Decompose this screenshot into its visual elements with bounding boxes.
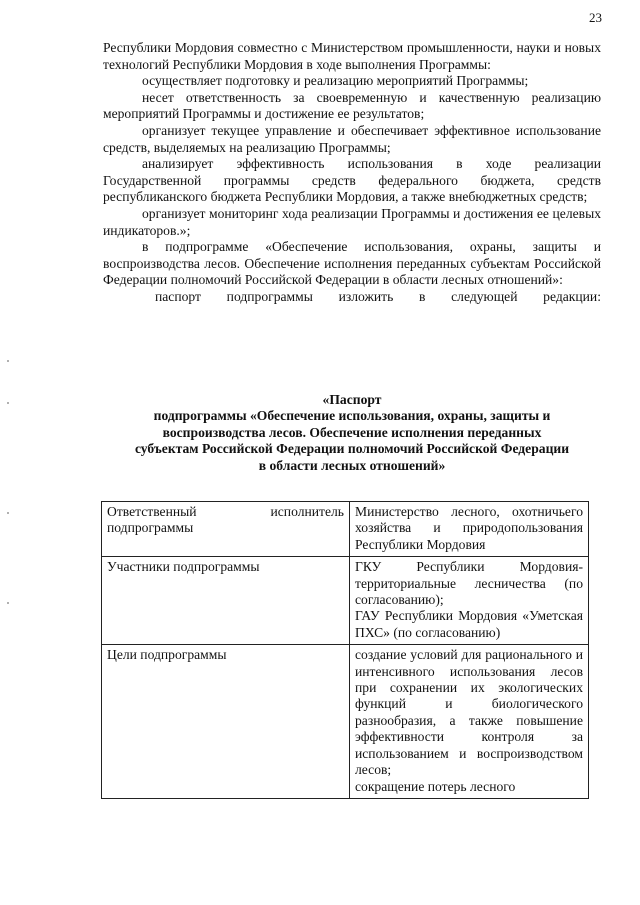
- scan-mark: [7, 512, 9, 514]
- scan-mark: [7, 360, 9, 362]
- row-label: Участники подпрограммы: [107, 559, 260, 575]
- paragraph-8: паспорт подпрограммы изложить в следующей редакции:: [155, 288, 601, 304]
- paragraph-5: анализирует эффективность использования в ходе реализации Государственной программы средств федерального бюджета, средств республиканского бюджета Республики Мордовия, а также внебюджетных средств;: [103, 156, 601, 205]
- table-cell-label: [102, 502, 350, 557]
- table-cell-label: [102, 645, 350, 799]
- paragraph-4: организует текущее управление и обеспечивает эффективное использование средств, выделяемых на реализацию Программы;: [103, 122, 601, 155]
- row-value: создание условий для рационального и интенсивного использования лесов при сохранении их экологических функций и биологического разнообразия, а также повышение эффективности контроля за использованием и воспроизводством лесов;: [355, 647, 583, 778]
- table-row: [102, 645, 589, 799]
- row-label: Ответственный исполнитель подпрограммы: [107, 504, 344, 536]
- scan-mark: [7, 402, 9, 404]
- row-label: Цели подпрограммы: [107, 647, 227, 663]
- table-cell-value: [350, 502, 589, 557]
- scan-mark: [7, 602, 9, 604]
- page-number: 23: [589, 10, 602, 25]
- table-row: [102, 557, 589, 645]
- passport-title-line: субъектам Российской Федерации полномочий Российской Федерации: [134, 441, 570, 457]
- passport-title-line: «Паспорт: [322, 392, 382, 407]
- paragraph-7: в подпрограмме «Обеспечение использования, охраны, защиты и воспроизводства лесов. Обеспечение исполнения переданных субъектам Российской Федерации полномочий Российской Федерации в области лесных отношений»:: [103, 239, 601, 288]
- table-cell-value: [350, 557, 589, 645]
- row-value: сокращение потерь лесного: [355, 778, 516, 794]
- passport-title-line: подпрограммы «Обеспечение использования, охраны, защиты и: [153, 408, 551, 424]
- row-value: ГКУ Республики Мордовия-территориальные лесничества (по согласованию);: [355, 559, 583, 608]
- paragraph-2: осуществляет подготовку и реализацию мероприятий Программы;: [142, 73, 529, 89]
- passport-table: [101, 501, 589, 799]
- row-value: ГАУ Республики Мордовия «Уметская ПХС» (по согласованию): [355, 608, 583, 640]
- paragraph-6: организует мониторинг хода реализации Программы и достижения ее целевых индикаторов.»;: [103, 205, 601, 238]
- paragraph-3: несет ответственность за своевременную и качественную реализацию мероприятий Программы и достижение ее результатов;: [103, 89, 601, 122]
- passport-title: [103, 392, 601, 474]
- row-value: Министерство лесного, охотничьего хозяйства и природопользования Республики Мордовия: [355, 504, 583, 552]
- paragraph-1: Республики Мордовия совместно с Министерством промышленности, науки и новых технологий Республики Мордовия в ходе выполнения Программы:: [103, 40, 601, 72]
- table-row: [102, 502, 589, 557]
- passport-title-line: воспроизводства лесов. Обеспечение исполнения переданных: [162, 424, 542, 440]
- passport-title-line: в области лесных отношений»: [258, 457, 446, 473]
- document-body: [103, 40, 601, 306]
- table-cell-value: [350, 645, 589, 799]
- table-cell-label: [102, 557, 350, 645]
